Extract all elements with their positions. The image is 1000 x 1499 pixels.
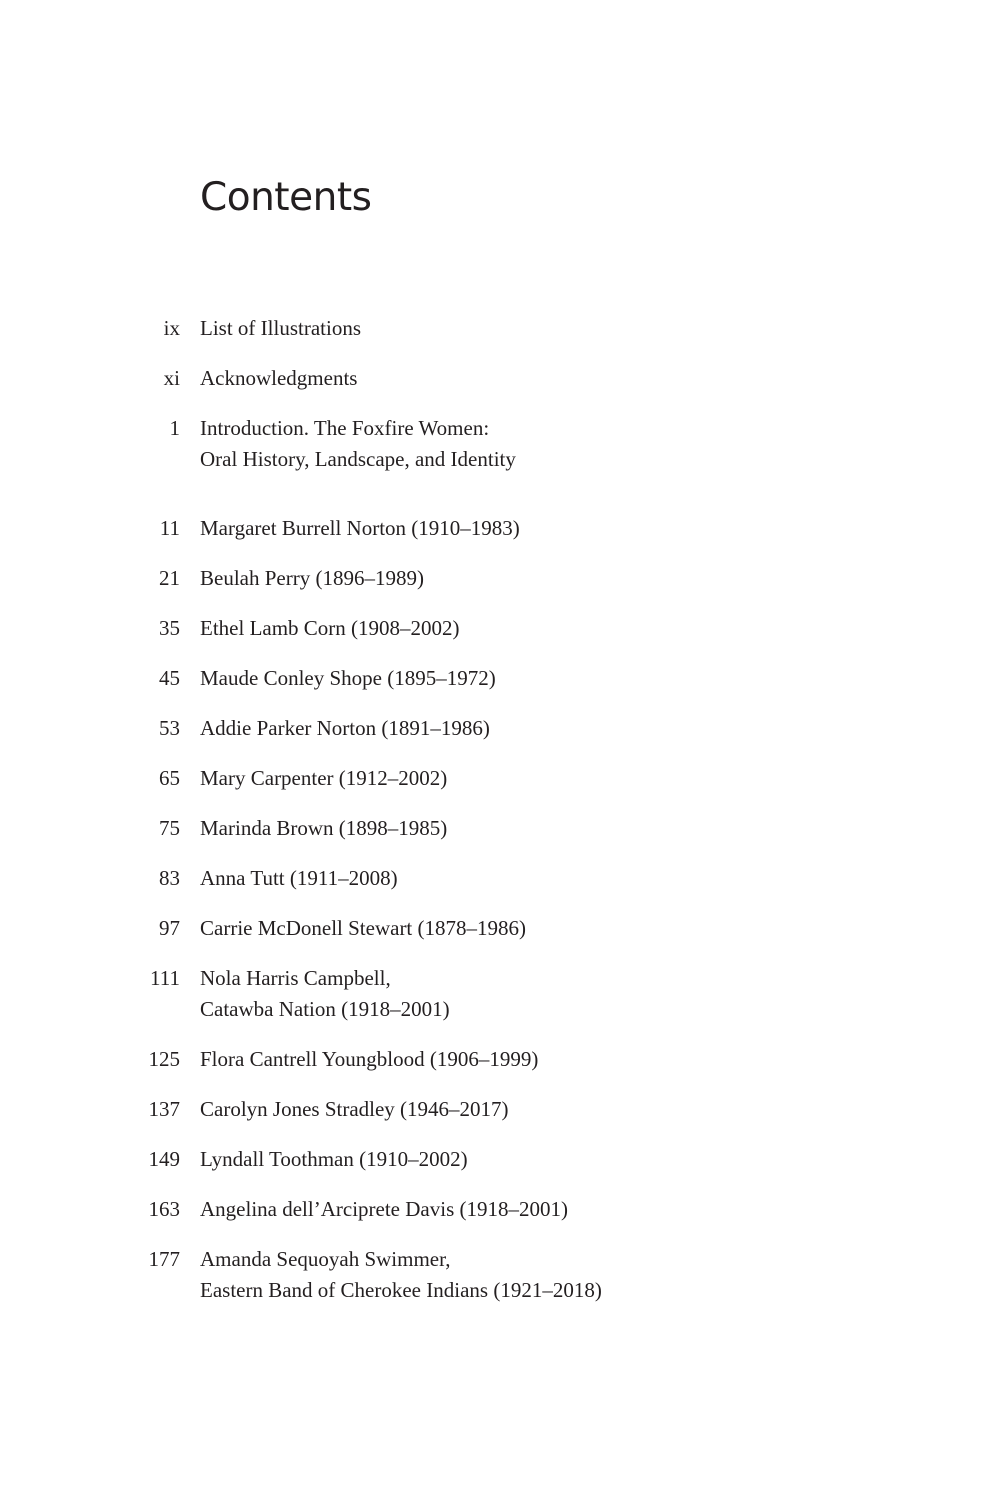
toc-entry-line: Lyndall Toothman (1910–2002) xyxy=(200,1147,468,1171)
toc-entry-line: Amanda Sequoyah Swimmer, xyxy=(200,1247,451,1271)
toc-page-number: 111 xyxy=(150,966,180,990)
toc-entry-title xyxy=(200,363,820,394)
toc-page-number: 125 xyxy=(148,1047,180,1071)
toc-entry-title xyxy=(200,863,820,894)
toc-entry-title xyxy=(200,813,820,844)
toc-entry-line: Nola Harris Campbell, xyxy=(200,966,391,990)
toc-page-number: 11 xyxy=(159,516,180,540)
toc-entry-line: Carolyn Jones Stradley (1946–2017) xyxy=(200,1097,509,1121)
toc-page-number: ix xyxy=(163,316,180,340)
toc-entry-title xyxy=(200,563,820,594)
toc-page-number: 163 xyxy=(148,1197,180,1221)
toc-entry-line: Angelina dell’Arciprete Davis (1918–2001) xyxy=(200,1197,568,1221)
toc-page-number: 53 xyxy=(159,716,180,740)
toc-page-number: 1 xyxy=(169,416,180,440)
toc-entry-line: Acknowledgments xyxy=(200,366,358,390)
toc-page-number: 83 xyxy=(159,866,180,890)
page-title: Contents xyxy=(200,175,372,220)
toc-entry-line: List of Illustrations xyxy=(200,316,361,340)
toc-entry-title xyxy=(200,1144,820,1175)
toc-entry-title xyxy=(200,663,820,694)
toc-page-number: 45 xyxy=(159,666,180,690)
toc-page-number: 75 xyxy=(159,816,180,840)
toc-entry-title xyxy=(200,713,820,744)
toc-entry-line: Introduction. The Foxfire Women: xyxy=(200,416,490,440)
toc-entry-title xyxy=(200,963,820,1025)
toc-page-number: xi xyxy=(163,366,180,390)
toc-entry-title xyxy=(200,1244,820,1306)
toc-entry-title xyxy=(200,1094,820,1125)
toc-entry-line: Oral History, Landscape, and Identity xyxy=(200,447,516,471)
toc-page-number: 21 xyxy=(159,566,180,590)
toc-entry-title xyxy=(200,313,820,344)
toc-page-number: 65 xyxy=(159,766,180,790)
toc-entry-line: Mary Carpenter (1912–2002) xyxy=(200,766,448,790)
toc-entry-line: Ethel Lamb Corn (1908–2002) xyxy=(200,616,460,640)
toc-entry-title xyxy=(200,1044,820,1075)
toc-entry-line: Margaret Burrell Norton (1910–1983) xyxy=(200,516,520,540)
toc-page-number: 97 xyxy=(159,916,180,940)
toc-entry-line: Flora Cantrell Youngblood (1906–1999) xyxy=(200,1047,539,1071)
toc-entry-line: Addie Parker Norton (1891–1986) xyxy=(200,716,490,740)
toc-entry-line: Maude Conley Shope (1895–1972) xyxy=(200,666,496,690)
toc-entry-title xyxy=(200,763,820,794)
toc-page-number: 137 xyxy=(148,1097,180,1121)
toc-page-number: 177 xyxy=(148,1247,180,1271)
toc-entry-title xyxy=(200,613,820,644)
toc-entry-title xyxy=(200,513,820,544)
toc-entry-title xyxy=(200,413,820,475)
toc-entry-title xyxy=(200,913,820,944)
toc-page-number: 149 xyxy=(148,1147,180,1171)
toc-entry-line: Catawba Nation (1918–2001) xyxy=(200,997,450,1021)
toc-entry-line: Marinda Brown (1898–1985) xyxy=(200,816,448,840)
toc-entry-line: Carrie McDonell Stewart (1878–1986) xyxy=(200,916,527,940)
toc-entry-line: Eastern Band of Cherokee Indians (1921–2018) xyxy=(200,1278,602,1302)
toc-page-number: 35 xyxy=(159,616,180,640)
toc-entry-title xyxy=(200,1194,820,1225)
toc-entry-line: Beulah Perry (1896–1989) xyxy=(200,566,424,590)
toc-entry-line: Anna Tutt (1911–2008) xyxy=(200,866,398,890)
